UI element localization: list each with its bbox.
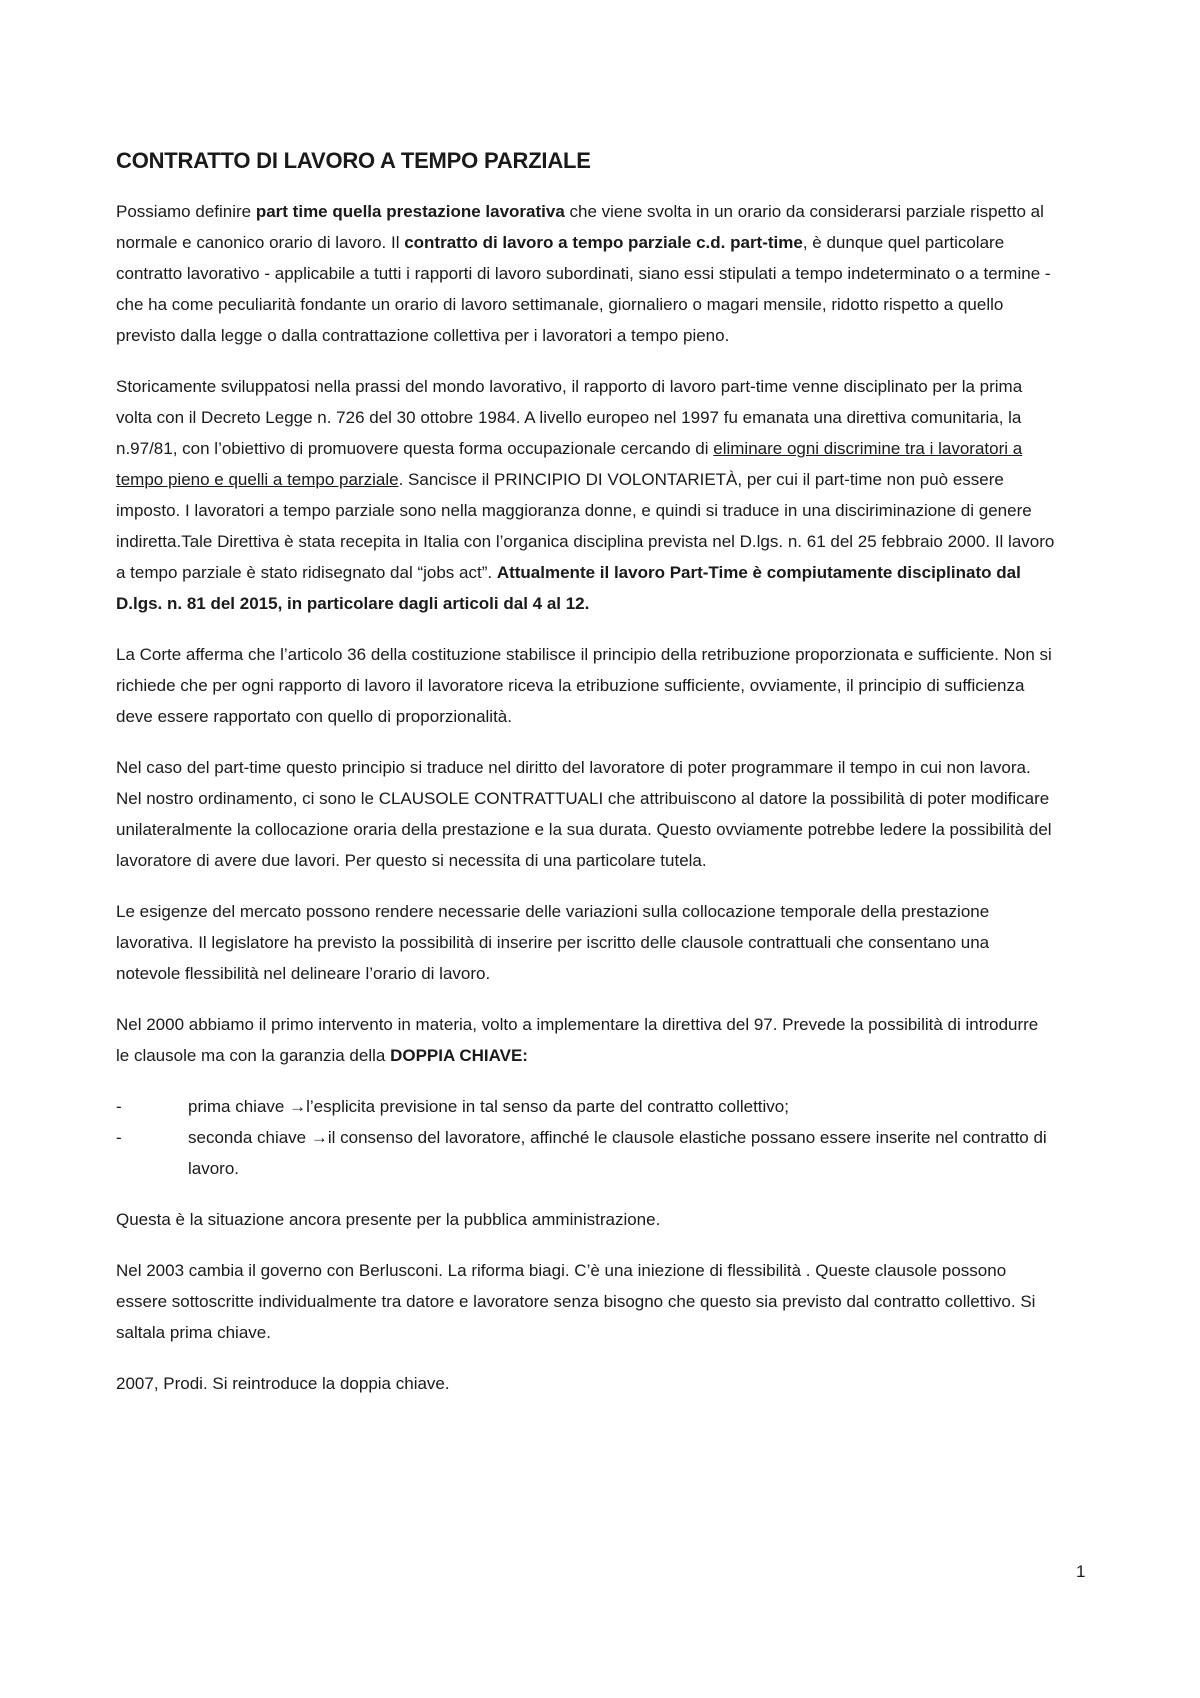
list-item	[116, 1091, 1056, 1122]
text-run: il consenso del lavoratore, affinché le clausole elastiche possano essere inserite nel contratto di lavoro.	[188, 1128, 1047, 1178]
paragraph-market-needs: Le esigenze del mercato possono rendere necessarie delle variazioni sulla collocazione temporale della prestazione lavorativa. Il legislatore ha previsto la possibilità di inserire per iscritto delle clausole contrattuali che consentano una notevole flessibilità nel delineare l’orario di lavoro.	[116, 902, 990, 983]
paragraph-2007-prodi: 2007, Prodi. Si reintroduce la doppia chiave.	[116, 1374, 450, 1393]
text-run: Nel 2000 abbiamo il primo intervento in materia, volto a implementare la direttiva del 97. Prevede la possibilità di introdurre le clausole ma con la garanzia della	[116, 1015, 1039, 1065]
paragraph-public-administration: Questa è la situazione ancora presente per la pubblica amministrazione.	[116, 1210, 661, 1229]
bold-run: Attualmente il lavoro Part-Time è compiutamente disciplinato dal D.lgs. n. 81 del 2015, in particolare dagli articoli dal 4 al 12.	[116, 563, 1021, 613]
dash-bullet: -	[116, 1128, 122, 1147]
text-run: prima chiave	[188, 1097, 290, 1116]
bold-run: part time quella prestazione lavorativa	[255, 202, 565, 221]
text-run: , è dunque quel particolare contratto lavorativo - applicabile a tutti i rapporti di lavoro subordinati, siano essi stipulati a tempo indeterminato o a termine - che ha come peculiarità fondante un orario di lavoro settimanale, giornaliero o magari mensile, ridotto rispetto a quello previsto dalla legge o dalla contrattazione collettiva per i lavoratori a tempo pieno.	[116, 233, 1051, 345]
paragraph-2000-intervention	[116, 1009, 1056, 1071]
bold-run: contratto di lavoro a tempo parziale c.d. part-time	[404, 233, 803, 252]
text-run: che viene svolta in un orario da considerarsi parziale rispetto al normale e canonico orario di lavoro. Il	[116, 202, 1044, 252]
list-item	[116, 1122, 1056, 1184]
arrow-right-icon: →	[310, 1128, 328, 1147]
text-run: Storicamente sviluppatosi nella prassi del mondo lavorativo, il rapporto di lavoro part-time venne disciplinato per la prima volta con il Decreto Legge n. 726 del 30 ottobre 1984. A livello europeo nel 1997 fu emanata una direttiva comunitaria, la n.97/81, con l’obiettivo di promuovere questa forma occupazionale cercando di	[116, 377, 1023, 458]
text-run: . Sancisce il PRINCIPIO DI VOLONTARIETÀ, per cui il part-time non può essere imposto. I lavoratori a tempo parziale sono nella maggioranza donne, e quindi si traduce in una disciriminazione di genere indiretta.Tale Direttiva è stata recepita in Italia con l’organica disciplina prevista nel D.lgs. n. 61 del 25 febbraio 2000. Il lavoro a tempo parziale è stato ridisegnato dal “jobs act”.	[116, 470, 1055, 582]
double-key-list	[116, 1091, 1056, 1184]
document-title: CONTRATTO DI LAVORO A TEMPO PARZIALE	[116, 148, 591, 173]
paragraph-definition	[116, 196, 1056, 351]
text-run: seconda chiave	[188, 1128, 311, 1147]
paragraph-history	[116, 371, 1056, 619]
paragraph-corte: La Corte afferma che l’articolo 36 della costituzione stabilisce il principio della retribuzione proporzionata e sufficiente. Non si richiede che per ogni rapporto di lavoro il lavoratore riceva la etribuzione sufficiente, ovviamente, il principio di sufficienza deve essere rapportato con quello di proporzionalità.	[116, 645, 1052, 726]
paragraph-2003-reform: Nel 2003 cambia il governo con Berlusconi. La riforma biagi. C’è una iniezione di flessibilità . Queste clausole possono essere sottoscritte individualmente tra datore e lavoratore senza bisogno che questo sia previsto dal contratto collettivo. Si saltala prima chiave.	[116, 1261, 1036, 1342]
arrow-right-icon: →	[289, 1097, 307, 1116]
document-body	[116, 146, 1056, 1419]
dash-bullet: -	[116, 1097, 122, 1116]
text-run: l’esplicita previsione in tal senso da parte del contratto collettivo;	[306, 1097, 789, 1116]
page-number: 1	[1076, 1562, 1086, 1581]
paragraph-part-time-principle: Nel caso del part-time questo principio si traduce nel diritto del lavoratore di poter programmare il tempo in cui non lavora. Nel nostro ordinamento, ci sono le CLAUSOLE CONTRATTUALI che attribuiscono al datore la possibilità di poter modificare unilateralmente la collocazione oraria della prestazione e la sua durata. Questo ovviamente potrebbe ledere la possibilità del lavoratore di avere due lavori. Per questo si necessita di una particolare tutela.	[116, 758, 1052, 870]
underlined-run: eliminare ogni discrimine tra i lavoratori a tempo pieno e quelli a tempo parziale	[116, 439, 1023, 489]
text-run: Possiamo definire	[116, 202, 256, 221]
bold-run: DOPPIA CHIAVE:	[390, 1046, 528, 1065]
